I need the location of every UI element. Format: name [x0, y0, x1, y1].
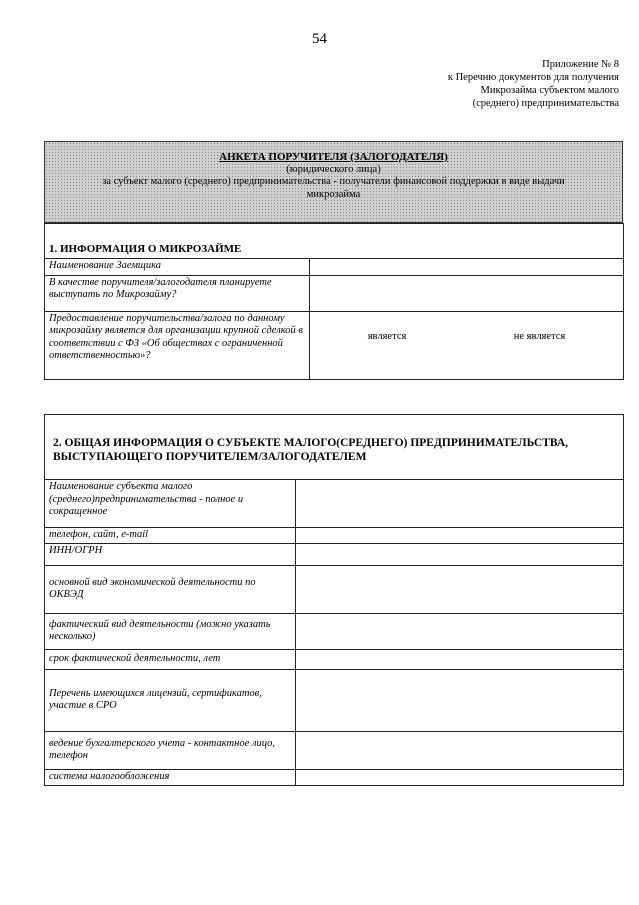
accounting-field[interactable] [296, 731, 624, 769]
entity-name-label: Наименование субъекта малого (среднего)предпринимательства - полное и сокращенное [45, 480, 296, 528]
major-deal-field[interactable] [310, 311, 624, 379]
entity-name-field[interactable] [296, 480, 624, 528]
contacts-label: телефон, сайт, e-mail [45, 528, 296, 544]
section1-title: 1. ИНФОРМАЦИЯ О МИКРОЗАЙМЕ [45, 241, 624, 258]
form-subtitle: (юридического лица) [286, 163, 381, 175]
section2-table [44, 414, 624, 786]
actual-activity-label: фактический вид деятельности (можно указать несколько) [45, 613, 296, 649]
accounting-label: ведение бухгалтерского учета - контактное лицо, телефон [45, 731, 296, 769]
section2-title-line1: 2. ОБЩАЯ ИНФОРМАЦИЯ О СУБЪЕКТЕ МАЛОГО(СРЕДНЕГО) ПРЕДПРИНИМАТЕЛЬСТВА, [53, 437, 569, 449]
activity-term-field[interactable] [296, 649, 624, 669]
appendix-line: (среднего) предпринимательства [472, 98, 619, 109]
licenses-field[interactable] [296, 669, 624, 731]
choice-is[interactable]: является [367, 330, 407, 342]
section2-title-line2: ВЫСТУПАЮЩЕГО ПОРУЧИТЕЛЕМ/ЗАЛОГОДАТЕЛЕМ [53, 451, 367, 463]
taxation-field[interactable] [296, 769, 624, 785]
major-deal-label: Предоставление поручительства/залога по данному микрозайму является для организации крупной сделкой в соответствии с ФЗ «Об обществах с ограниченной ответственностью»? [45, 311, 310, 379]
guarantor-role-label: В качестве поручителя/залогодателя планируете выступать по Микрозайму? [45, 275, 310, 311]
form-purpose: за субъект малого (среднего) предпринимательства - получатели финансовой поддержки в виде выдачи [102, 176, 565, 187]
choice-is-not[interactable]: не является [513, 330, 566, 342]
contacts-field[interactable] [296, 528, 624, 544]
appendix-note [448, 58, 619, 110]
actual-activity-field[interactable] [296, 613, 624, 649]
form-purpose-cont: микрозайма [306, 188, 361, 200]
taxation-label: система налогообложения [45, 769, 296, 785]
appendix-line: Микрозайма субъектом малого [480, 85, 619, 96]
guarantor-role-field[interactable] [310, 275, 624, 311]
form-header [44, 141, 623, 223]
inn-ogrn-label: ИНН/ОГРН [45, 543, 296, 565]
page-number: 54 [312, 31, 327, 47]
appendix-line: Приложение № 8 [542, 59, 619, 70]
section2-title [45, 415, 624, 480]
borrower-name-label: Наименование Заемщика [45, 258, 310, 275]
okved-label: основной вид экономической деятельности по ОКВЭД [45, 565, 296, 613]
spacer-row [45, 224, 624, 242]
okved-field[interactable] [296, 565, 624, 613]
appendix-line: к Перечню документов для получения [447, 72, 619, 83]
section1-table [44, 223, 624, 380]
inn-ogrn-field[interactable] [296, 543, 624, 565]
activity-term-label: срок фактической деятельности, лет [45, 649, 296, 669]
licenses-label: Перечень имеющихся лицензий, сертификатов, участие в СРО [45, 669, 296, 731]
borrower-name-field[interactable] [310, 258, 624, 275]
form-title: АНКЕТА ПОРУЧИТЕЛЯ (ЗАЛОГОДАТЕЛЯ) [219, 151, 448, 163]
